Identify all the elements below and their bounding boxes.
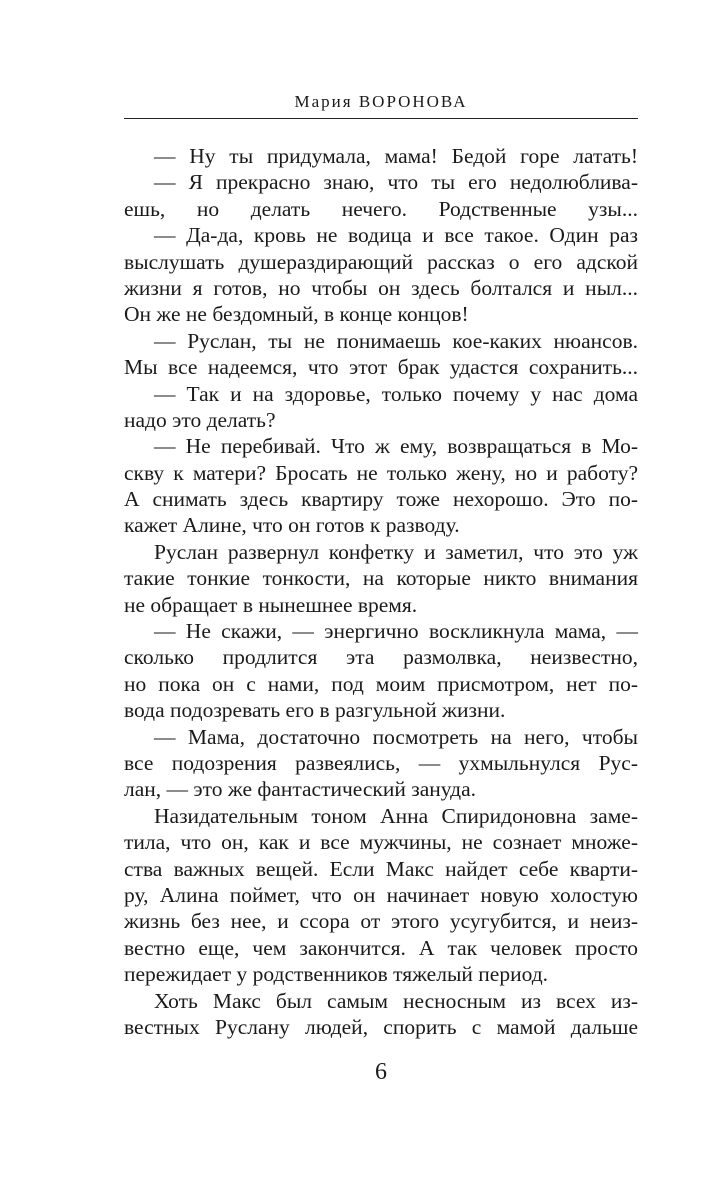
text-line: вода подозревать его в разгульной жизни. [124, 698, 506, 723]
text-line: Он же не бездомный, в конце концов! [124, 302, 469, 327]
text-line: — Так и на здоровье, только почему у нас дома [154, 381, 638, 406]
text-line: такие тонкие тонкости, на которые никто внимания [124, 566, 638, 591]
text-line: вестно еще, чем закончится. А так человек просто [124, 935, 638, 960]
text-line: — Не перебивай. Что ж ему, возвращаться в Мо- [154, 434, 638, 459]
text-line: скву к матери? Бросать не только жену, но и работу? [124, 460, 638, 485]
text-line: но пока он с нами, под моим присмотром, нет по- [124, 671, 638, 696]
text-line: Мы все надеемся, что этот брак удастся сохранить... [124, 355, 638, 380]
text-line: ства важных вещей. Если Макс найдет себе кварти- [124, 856, 638, 881]
text-line: вестных Руслану людей, спорить с мамой дальше [124, 1014, 638, 1039]
text-line: — Не скажи, — энергично воскликнула мама, — [154, 619, 638, 644]
text-line: сколько продлится эта размолвка, неизвестно, [124, 645, 638, 670]
text-line: Руслан развернул конфетку и заметил, что это уж [154, 539, 638, 564]
text-line: — Мама, достаточно посмотреть на него, чтобы [154, 724, 638, 749]
text-line: — Я прекрасно знаю, что ты его недолюблива- [154, 170, 638, 195]
text-line: ешь, но делать нечего. Родственные узы... [124, 196, 638, 221]
text-line: Назидательным тоном Анна Спиридоновна заме- [154, 803, 638, 828]
text-line: пережидает у родственников тяжелый период. [124, 962, 549, 987]
text-line: жизни я готов, но чтобы он здесь болтался и ныл... [124, 275, 638, 300]
text-line: все подозрения развеялись, — ухмыльнулся Рус- [124, 750, 638, 775]
text-line: кажет Алине, что он готов к разводу. [124, 513, 460, 538]
text-line: ру, Алина поймет, что он начинает новую холостую [124, 882, 638, 907]
page-number: 6 [375, 1059, 387, 1085]
header-rule [124, 118, 638, 119]
text-line: — Руслан, ты не понимаешь кое-каких нюансов. [154, 328, 638, 353]
text-line: А снимать здесь квартиру тоже нехорошо. Это по- [124, 487, 638, 512]
text-line: — Ну ты придумала, мама! Бедой горе латать! [154, 144, 638, 168]
text-line: жизнь без нее, и ссора от этого усугубится, и неиз- [124, 909, 638, 934]
text-line: надо это делать? [124, 407, 276, 432]
text-line: тила, что он, как и все мужчины, не сознает множе- [124, 830, 638, 855]
running-head: Мария ВОРОНОВА [294, 92, 468, 111]
text-line: не обращает в нынешнее время. [124, 592, 418, 617]
text-line: — Да-да, кровь не водица и все такое. Один раз [154, 223, 638, 248]
body-text [124, 143, 638, 1040]
text-line: выслушать душераздирающий рассказ о его адской [124, 249, 638, 274]
text-line: лан, — это же фантастический зануда. [124, 777, 477, 802]
text-line: Хоть Макс был самым несносным из всех из- [154, 988, 638, 1013]
